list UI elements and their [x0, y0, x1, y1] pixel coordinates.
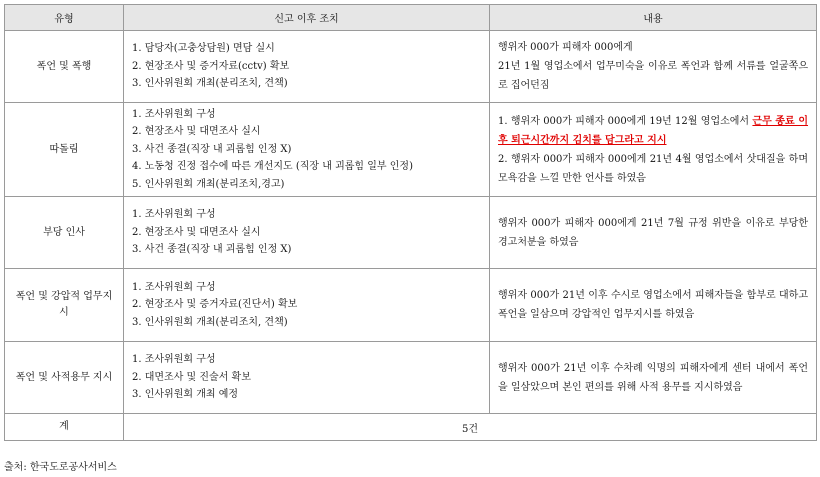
row-content-cell [490, 269, 817, 342]
row-type-cell: 부당 인사 [5, 197, 124, 269]
table-row [5, 269, 817, 342]
action-item: 2. 현장조사 및 증거자료(cctv) 확보 [132, 60, 290, 72]
action-item: 1. 조사위원회 구성 [132, 108, 216, 120]
row-content-cell [490, 103, 817, 197]
action-item: 3. 사건 종결(직장 내 괴롭힘 인정 X) [132, 143, 292, 155]
action-list [132, 279, 481, 332]
header-actions: 신고 이후 조치 [124, 5, 490, 31]
total-row [5, 414, 817, 441]
row-content-cell [490, 197, 817, 269]
content-text: 2. 행위자 000가 피해자 000에게 21년 4월 영업소에서 삿대질을 하며 모욕감을 느낄 만한 언사를 하였음 [498, 153, 808, 184]
action-list [132, 106, 481, 194]
action-item: 1. 조사위원회 구성 [132, 281, 216, 293]
action-list [132, 351, 481, 404]
action-item: 3. 인사위원회 개최(분리조치, 견책) [132, 316, 288, 328]
header-type: 유형 [5, 5, 124, 31]
report-table [4, 4, 817, 441]
action-item: 4. 노동청 진정 접수에 따른 개선지도 (직장 내 괴롭힘 일부 인정) [132, 161, 413, 173]
source-note: 출처: 한국도로공사서비스 [4, 462, 117, 473]
content-paragraph [498, 150, 808, 188]
table-body [5, 31, 817, 441]
table-row [5, 342, 817, 414]
total-value: 5건 [124, 414, 817, 441]
row-actions-cell [124, 31, 490, 103]
content-paragraph [498, 286, 808, 324]
action-item: 2. 현장조사 및 증거자료(진단서) 확보 [132, 299, 298, 311]
action-item: 1. 담당자(고충상담원) 면담 실시 [132, 43, 275, 55]
row-type-cell: 폭언 및 폭행 [5, 31, 124, 103]
row-type-cell: 폭언 및 사적용무 지시 [5, 342, 124, 414]
action-item: 3. 사건 종결(직장 내 괴롭힘 인정 X) [132, 244, 292, 256]
content-paragraph [498, 359, 808, 397]
row-actions-cell [124, 103, 490, 197]
action-item: 3. 인사위원회 개최(분리조치, 견책) [132, 78, 288, 90]
content-text: 행위자 000가 21년 이후 수차례 익명의 피해자에게 센터 내에서 폭언을 일삼았으며 본인 편의를 위해 사적 용무를 지시하였음 [498, 362, 808, 393]
content-paragraph [498, 112, 808, 150]
action-item: 1. 조사위원회 구성 [132, 209, 216, 221]
content-text: 21년 1월 영업소에서 업무미숙을 이유로 폭언과 함께 서류를 얼굴쪽으로 집어던짐 [498, 61, 808, 91]
header-content: 내용 [490, 5, 817, 31]
row-content-cell [490, 342, 817, 414]
row-actions-cell [124, 197, 490, 269]
table-row [5, 197, 817, 269]
row-content-cell [490, 31, 817, 103]
content-text: 1. 행위자 000가 피해자 000에게 19년 12월 영업소에서 [498, 115, 753, 127]
content-paragraph [498, 38, 808, 57]
total-label: 계 [5, 414, 124, 441]
action-item: 2. 현장조사 및 대면조사 실시 [132, 126, 261, 138]
row-actions-cell [124, 342, 490, 414]
content-text: 행위자 000가 피해자 000에게 21년 7월 규정 위반을 이유로 부당한 경고처분을 하였음 [498, 217, 808, 248]
row-actions-cell [124, 269, 490, 342]
highlighted-text: 근무 종료 이후 퇴근시간까지 김치를 담그라고 지시 [498, 115, 809, 146]
action-item: 1. 조사위원회 구성 [132, 354, 216, 366]
table-row [5, 103, 817, 197]
action-item: 5. 인사위원회 개최(분리조치,경고) [132, 178, 285, 190]
action-item: 3. 인사위원회 개최 예정 [132, 389, 239, 401]
content-text: 행위자 000가 피해자 000에게 [498, 42, 633, 53]
table-row [5, 31, 817, 103]
action-item: 2. 대면조사 및 진술서 확보 [132, 371, 251, 383]
content-text: 행위자 000가 21년 이후 수시로 영업소에서 피해자들을 함부로 대하고 폭언을 일삼으며 강압적인 업무지시를 하였음 [498, 290, 808, 320]
table-header-row [5, 5, 817, 31]
action-list [132, 206, 481, 259]
content-paragraph [498, 214, 808, 252]
action-item: 2. 현장조사 및 대면조사 실시 [132, 226, 261, 238]
content-paragraph [498, 57, 808, 95]
action-list [132, 40, 481, 93]
row-type-cell: 따돌림 [5, 103, 124, 197]
row-type-cell: 폭언 및 강압적 업무지시 [5, 269, 124, 342]
